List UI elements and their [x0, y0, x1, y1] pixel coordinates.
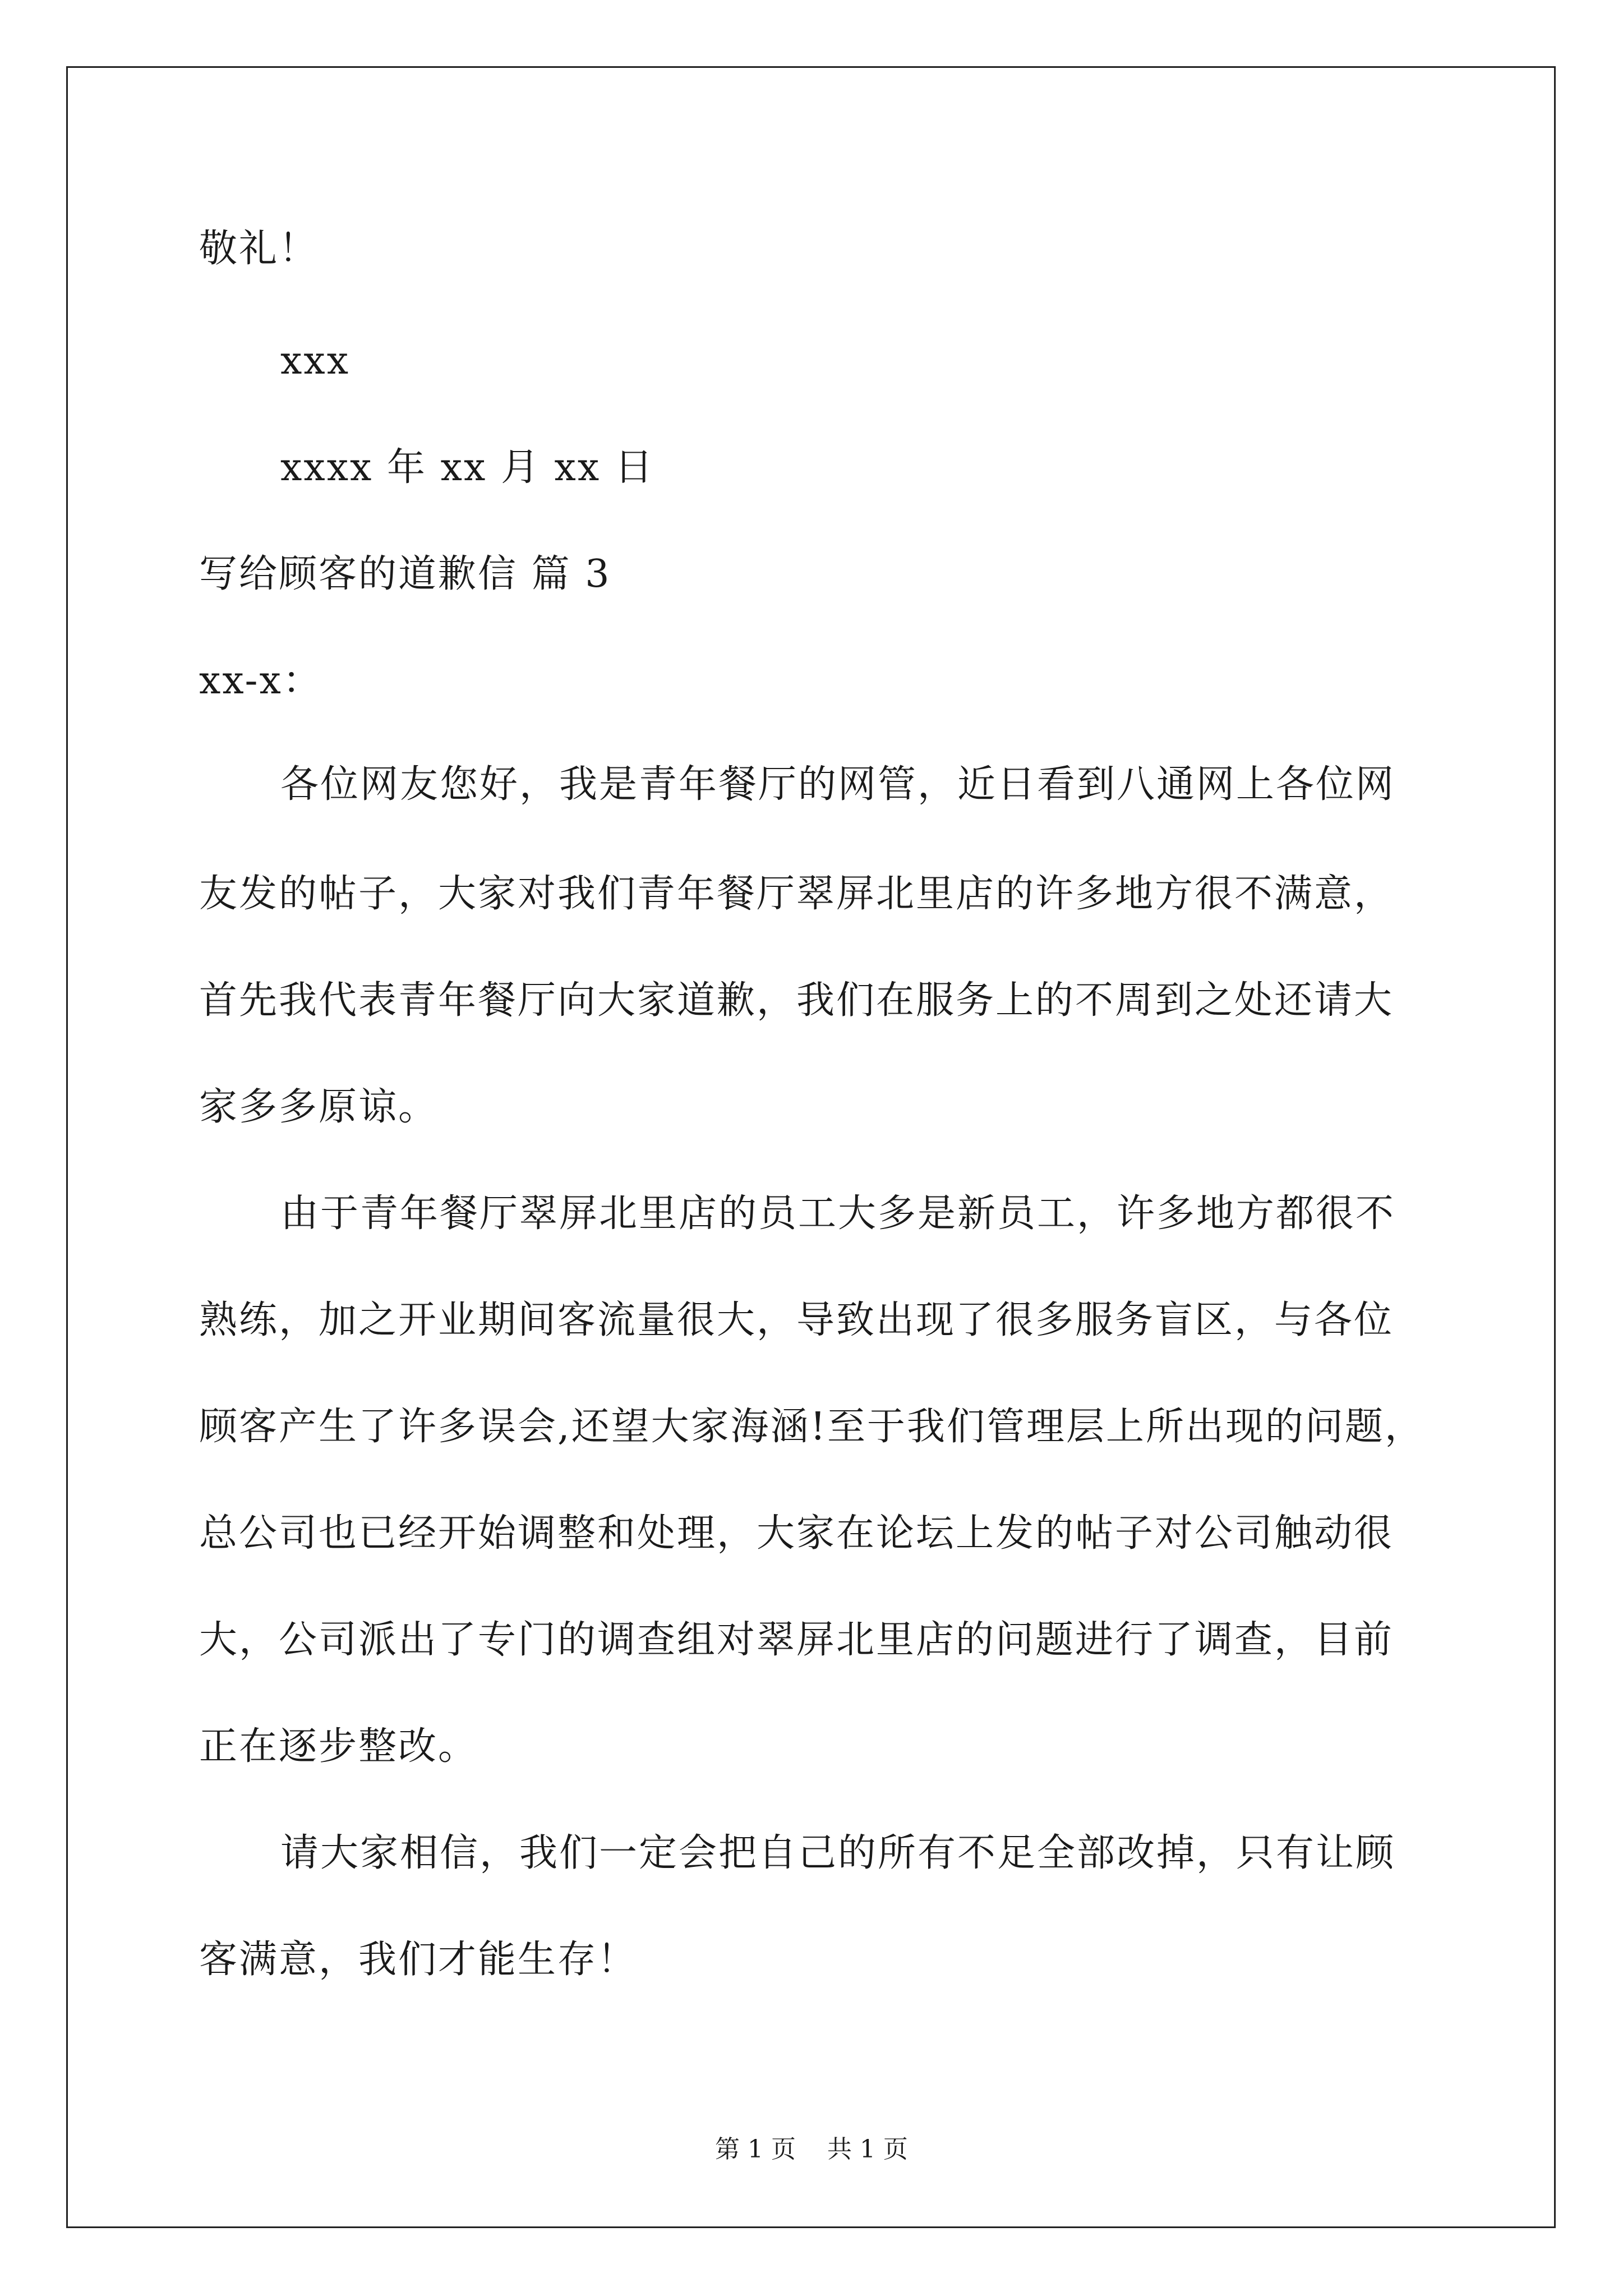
paragraph-1-line-4: 家多多原谅。 [199, 1085, 439, 1129]
paragraph-3-line-1: 请大家相信，我们一定会把自己的所有不足全部改掉，只有让顾 [280, 1831, 1396, 1875]
paragraph-2-line-1: 由于青年餐厅翠屏北里店的员工大多是新员工，许多地方都很不 [280, 1191, 1396, 1236]
paragraph-2-line-5: 大，公司派出了专门的调查组对翠屏北里店的问题进行了调查，目前 [199, 1618, 1394, 1662]
paragraph-2-line-2: 熟练，加之开业期间客流量很大，导致出现了很多服务盲区，与各位 [199, 1298, 1394, 1342]
section-title: 写给顾客的道歉信 篇 3 [199, 552, 611, 596]
signature-date: xxxx 年 xx 月 xx 日 [280, 445, 654, 490]
signature-name: xxx [280, 339, 351, 383]
closing-salutation: 敬礼！ [199, 227, 319, 271]
page-footer: 第 1 页 共 1 页 [715, 2135, 908, 2164]
paragraph-1-line-2: 友发的帖子，大家对我们青年餐厅翠屏北里店的许多地方很不满意， [199, 872, 1394, 916]
page-border [66, 66, 1556, 2228]
paragraph-1-line-1: 各位网友您好，我是青年餐厅的网管，近日看到八通网上各位网 [280, 762, 1396, 807]
paragraph-3-line-2: 客满意，我们才能生存！ [199, 1938, 638, 1982]
paragraph-1-line-3: 首先我代表青年餐厅向大家道歉，我们在服务上的不周到之处还请大 [199, 978, 1394, 1023]
paragraph-2-line-3: 顾客产生了许多误会,还望大家海涵!至于我们管理层上所出现的问题， [199, 1405, 1424, 1449]
paragraph-2-line-6: 正在逐步整改。 [199, 1724, 478, 1769]
greeting: xx-x： [199, 659, 322, 703]
paragraph-2-line-4: 总公司也已经开始调整和处理，大家在论坛上发的帖子对公司触动很 [199, 1511, 1394, 1556]
